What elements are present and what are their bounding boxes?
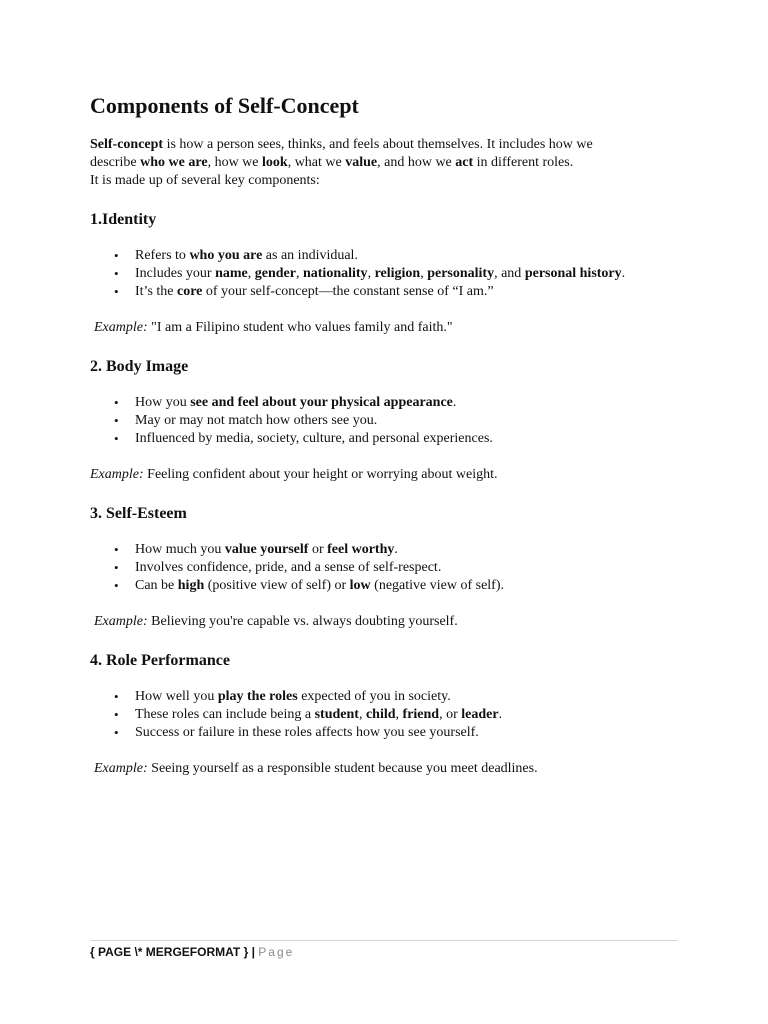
- text-run: Influenced by media, society, culture, and personal experiences.: [135, 431, 493, 446]
- bullet-dot-icon: •: [114, 578, 119, 593]
- example-line: [90, 613, 690, 631]
- bullet-dot-icon: •: [114, 542, 119, 557]
- text-run: It is made up of several key components:: [90, 173, 320, 188]
- text-run: How well you: [135, 689, 218, 704]
- bullet-item: [90, 541, 690, 559]
- text-run: (negative view of self).: [370, 578, 504, 593]
- text-run: ,: [420, 266, 428, 281]
- text-run: Refers to: [135, 248, 190, 263]
- page-footer: [90, 940, 678, 960]
- bold-text: personal history: [524, 266, 622, 281]
- bullet-dot-icon: •: [114, 431, 119, 446]
- section-3: [90, 504, 690, 631]
- bullet-dot-icon: •: [114, 248, 119, 263]
- text-run: ,: [367, 266, 375, 281]
- sections-container: [90, 210, 690, 778]
- text-run: These roles can include being a: [135, 707, 315, 722]
- text-run: is how a person sees, thinks, and feels about themselves. It includes how we: [163, 137, 593, 152]
- example-label: Example:: [94, 614, 148, 629]
- text-run: , or: [439, 707, 462, 722]
- bold-text: nationality: [302, 266, 368, 281]
- bold-text: see and feel about your physical appearance: [190, 395, 453, 410]
- bold-text: value yourself: [224, 542, 309, 557]
- bullet-text: [135, 248, 358, 263]
- example-text: Believing you're capable vs. always doubting yourself.: [147, 614, 458, 629]
- bullet-text: [135, 431, 493, 446]
- bullet-dot-icon: •: [114, 284, 119, 299]
- text-run: It’s the: [135, 284, 177, 299]
- bullet-text: [135, 266, 625, 281]
- bullet-text: [135, 707, 502, 722]
- bullet-list: [90, 541, 690, 595]
- document-page: [90, 92, 690, 778]
- example-label: Example:: [90, 467, 144, 482]
- bullet-list: [90, 394, 690, 448]
- footer-field-code: { PAGE \* MERGEFORMAT }: [90, 945, 249, 959]
- bold-text: name: [215, 266, 248, 281]
- bold-text: religion: [374, 266, 421, 281]
- example-line: [90, 319, 690, 337]
- bullet-text: [135, 542, 398, 557]
- bold-text: high: [177, 578, 205, 593]
- example-line: [90, 760, 690, 778]
- bullet-item: [90, 430, 690, 448]
- bullet-text: [135, 413, 377, 428]
- text-run: , and: [494, 266, 525, 281]
- bullet-text: [135, 284, 494, 299]
- bullet-item: [90, 394, 690, 412]
- bullet-text: [135, 689, 451, 704]
- text-run: .: [498, 707, 503, 722]
- bullet-dot-icon: •: [114, 689, 119, 704]
- text-run: expected of you in society.: [297, 689, 451, 704]
- text-run: ,: [247, 266, 255, 281]
- text-run: How much you: [135, 542, 225, 557]
- section-1: [90, 210, 690, 337]
- bullet-item: [90, 559, 690, 577]
- bullet-item: [90, 688, 690, 706]
- bold-text: personality: [427, 266, 495, 281]
- text-run: Can be: [135, 578, 178, 593]
- text-run: , how we: [207, 155, 262, 170]
- text-run: , what we: [287, 155, 346, 170]
- bullet-item: [90, 412, 690, 430]
- bold-text: who you are: [189, 248, 263, 263]
- example-line: [90, 466, 690, 484]
- section-2: [90, 357, 690, 484]
- intro-line-2: [90, 154, 690, 172]
- bold-text: low: [349, 578, 371, 593]
- bullet-text: [135, 578, 504, 593]
- text-run: May or may not match how others see you.: [135, 413, 378, 428]
- text-run: or: [308, 542, 328, 557]
- bullet-text: [135, 395, 456, 410]
- bold-text: leader: [461, 707, 499, 722]
- bold-text: who we are: [140, 155, 208, 170]
- bullet-dot-icon: •: [114, 413, 119, 428]
- bullet-list: [90, 688, 690, 742]
- bold-text: gender: [254, 266, 296, 281]
- text-run: ,: [395, 707, 403, 722]
- bold-text: Self-concept: [90, 137, 164, 152]
- text-run: Includes your: [135, 266, 216, 281]
- intro-line-1: [90, 136, 690, 154]
- intro-line-3: [90, 172, 690, 190]
- text-run: (positive view of self) or: [204, 578, 350, 593]
- bullet-text: [135, 725, 479, 740]
- example-text: "I am a Filipino student who values family and faith.": [147, 320, 453, 335]
- example-text: Feeling confident about your height or worrying about weight.: [143, 467, 498, 482]
- bullet-dot-icon: •: [114, 560, 119, 575]
- bullet-dot-icon: •: [114, 395, 119, 410]
- bullet-dot-icon: •: [114, 266, 119, 281]
- bold-text: feel worthy: [327, 542, 395, 557]
- text-run: describe: [90, 155, 141, 170]
- bullet-text: [135, 560, 441, 575]
- text-run: .: [394, 542, 398, 557]
- bullet-list: [90, 247, 690, 301]
- bullet-item: [90, 247, 690, 265]
- text-run: ,: [358, 707, 366, 722]
- text-run: of your self-concept—the constant sense of “I am.”: [202, 284, 494, 299]
- section-heading: 2. Body Image: [90, 358, 189, 375]
- bold-text: core: [177, 284, 203, 299]
- text-run: How you: [135, 395, 191, 410]
- intro-paragraph: [90, 136, 690, 190]
- bullet-item: [90, 283, 690, 301]
- footer-page-label: Page: [258, 945, 295, 959]
- example-label: Example:: [94, 761, 148, 776]
- bullet-item: [90, 265, 690, 283]
- text-run: Involves confidence, pride, and a sense of self-respect.: [135, 560, 442, 575]
- section-heading: 1.Identity: [90, 211, 157, 228]
- bullet-item: [90, 724, 690, 742]
- example-label: Example:: [94, 320, 148, 335]
- text-run: Success or failure in these roles affects how you see yourself.: [135, 725, 479, 740]
- example-text: Seeing yourself as a responsible student because you meet deadlines.: [147, 761, 538, 776]
- bold-text: act: [455, 155, 474, 170]
- text-run: in different roles.: [473, 155, 574, 170]
- bold-text: value: [345, 155, 378, 170]
- text-run: .: [452, 395, 457, 410]
- bullet-item: [90, 706, 690, 724]
- text-run: , and how we: [377, 155, 456, 170]
- document-title: Components of Self-Concept: [90, 93, 359, 118]
- bold-text: play the roles: [217, 689, 298, 704]
- bold-text: child: [365, 707, 396, 722]
- text-run: ,: [295, 266, 303, 281]
- section-heading: 4. Role Performance: [90, 652, 230, 669]
- bullet-dot-icon: •: [114, 725, 119, 740]
- text-run: as an individual.: [262, 248, 358, 263]
- bold-text: friend: [402, 707, 440, 722]
- section-heading: 3. Self-Esteem: [90, 505, 187, 522]
- bullet-dot-icon: •: [114, 707, 119, 722]
- bullet-item: [90, 577, 690, 595]
- bold-text: look: [262, 155, 288, 170]
- text-run: .: [621, 266, 626, 281]
- section-4: [90, 651, 690, 778]
- footer-separator: |: [248, 945, 259, 959]
- bold-text: student: [314, 707, 359, 722]
